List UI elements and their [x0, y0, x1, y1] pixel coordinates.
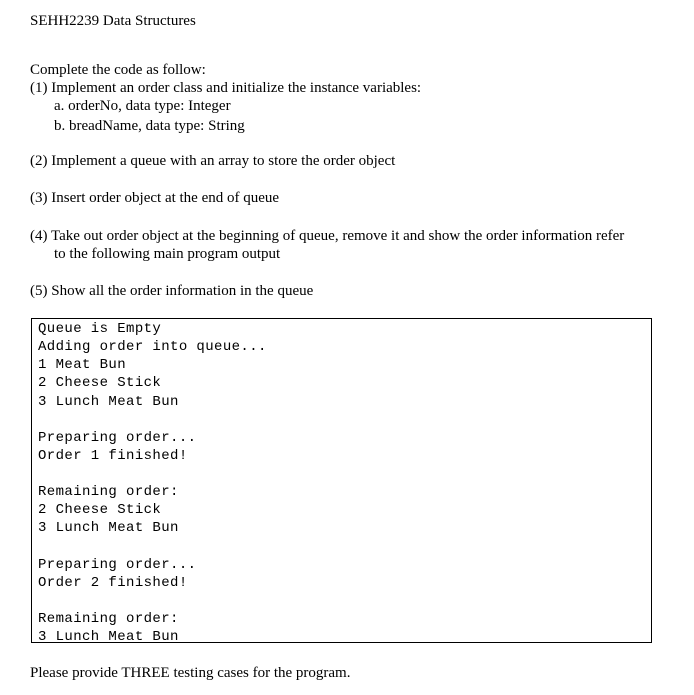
console-line: 3 Lunch Meat Bun — [38, 520, 179, 536]
console-line: Queue is Empty — [38, 321, 162, 337]
instruction-4-continued: to the following main program output — [54, 246, 281, 262]
console-line: Remaining order: — [38, 611, 179, 627]
instruction-1b: b. breadName, data type: String — [54, 118, 245, 134]
console-line: 2 Cheese Stick — [38, 502, 162, 518]
console-line: Preparing order... — [38, 557, 197, 573]
testing-cases-request: Please provide THREE testing cases for the program. — [30, 665, 351, 681]
document-header: SEHH2239 Data Structures — [30, 13, 196, 29]
console-line: 1 Meat Bun — [38, 357, 127, 373]
instruction-1a: a. orderNo, data type: Integer — [54, 98, 231, 114]
console-output-box — [31, 318, 652, 643]
console-line: Preparing order... — [38, 430, 197, 446]
console-line: Order 1 finished! — [38, 448, 188, 464]
instruction-3: (3) Insert order object at the end of queue — [30, 190, 280, 206]
instruction-4: (4) Take out order object at the beginning of queue, remove it and show the order information refer — [30, 228, 625, 244]
console-line: Order 2 finished! — [38, 575, 188, 591]
instruction-2: (2) Implement a queue with an array to store the order object — [30, 153, 396, 169]
instruction-5: (5) Show all the order information in the queue — [30, 283, 314, 299]
console-line: Remaining order: — [38, 484, 179, 500]
console-line: 2 Cheese Stick — [38, 375, 162, 391]
console-line: 3 Lunch Meat Bun — [38, 394, 179, 410]
console-line: Adding order into queue... — [38, 339, 267, 355]
console-line: 3 Lunch Meat Bun — [38, 629, 179, 645]
instruction-1: (1) Implement an order class and initialize the instance variables: — [30, 80, 422, 96]
instructions-intro: Complete the code as follow: — [30, 62, 206, 78]
